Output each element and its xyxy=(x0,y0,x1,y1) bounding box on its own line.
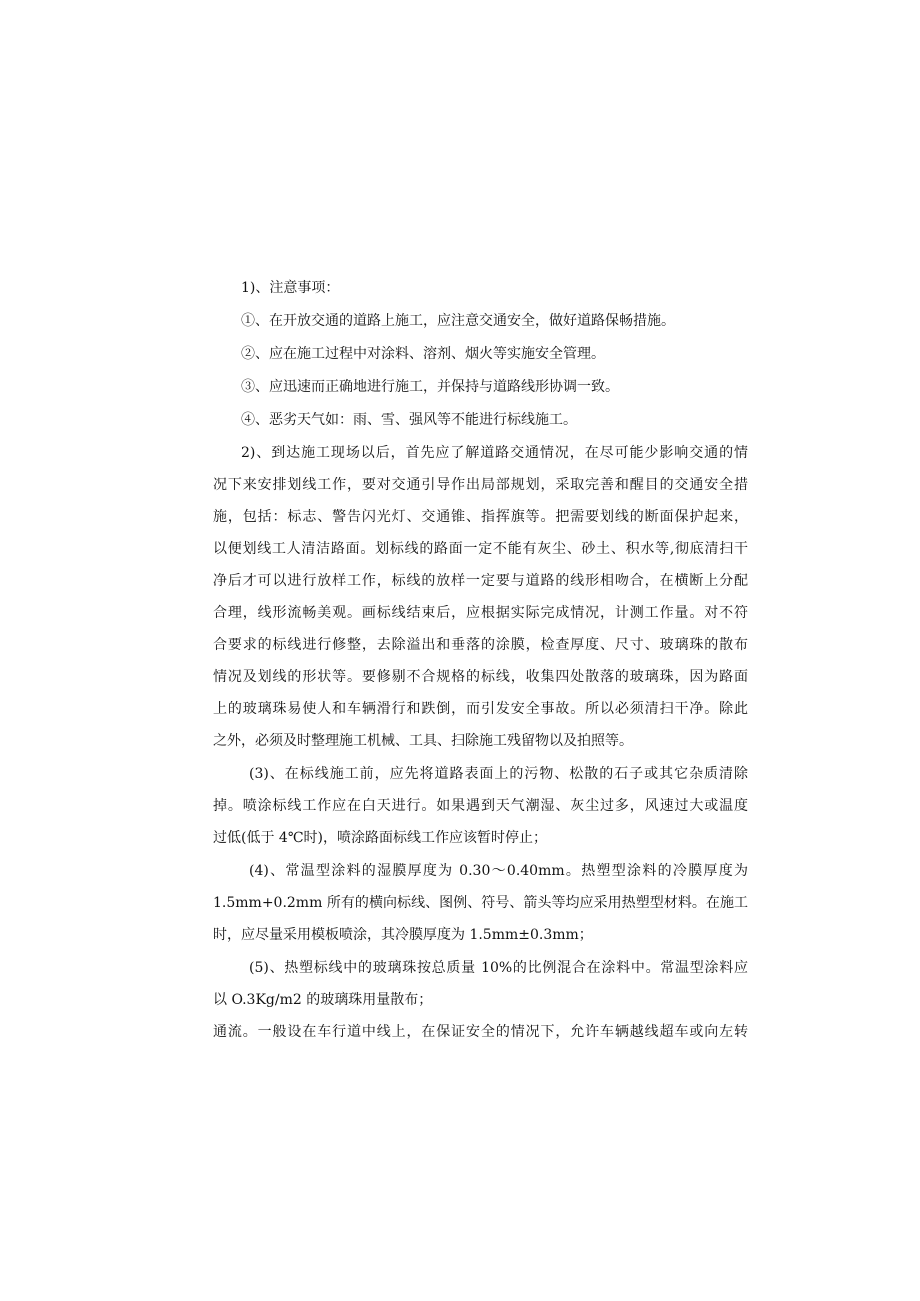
document-page xyxy=(213,278,748,1042)
para2-line-8: 情况及划线的形状等。要修剔不合规格的标线，收集四处散落的玻璃珠，因为路面 xyxy=(213,669,748,685)
note-item-1: ①、在开放交通的道路上施工，应注意交通安全，做好道路保畅措施。 xyxy=(241,313,675,329)
para2-line-9: 上的玻璃珠易使人和车辆滑行和跌倒，而引发安全事故。所以必须清扫干净。除此 xyxy=(213,701,748,717)
para2-line-10: 之外，必须及时整理施工机械、工具、扫除施工残留物以及拍照等。 xyxy=(213,733,633,749)
para2-line-4: 以便划线工人清洁路面。划标线的路面一定不能有灰尘、砂土、积水等,彻底清扫干 xyxy=(213,541,748,557)
para3-line-2: 掉。喷涂标线工作应在白天进行。如果遇到天气潮湿、灰尘过多，风速过大或温度 xyxy=(213,798,748,814)
para3-line-3: 过低(低于 4℃时)，喷涂路面标线工作应该暂时停止； xyxy=(213,830,547,846)
para2-line-7: 合要求的标线进行修整，去除溢出和垂落的涂膜，检查厚度、尺寸、玻璃珠的散布 xyxy=(213,637,748,653)
para2-line-2: 况下来安排划线工作，要对交通引导作出局部规划，采取完善和醒目的交通安全措 xyxy=(213,477,748,493)
note-item-3: ③、应迅速而正确地进行施工，并保持与道路线形协调一致。 xyxy=(241,379,619,395)
para4-line-1: (4)、常温型涂料的湿膜厚度为 0.30～0.40mm。热塑型涂料的冷膜厚度为 xyxy=(249,863,748,879)
para2-line-5: 净后才可以进行放样工作，标线的放样一定要与道路的线形相吻合，在横断上分配 xyxy=(213,573,748,589)
trailing-line: 通流。一般设在车行道中线上，在保证安全的情况下，允许车辆越线超车或向左转 xyxy=(213,1024,748,1040)
para2-line-1: 2)、到达施工现场以后，首先应了解道路交通情况，在尽可能少影响交通的情 xyxy=(241,445,748,461)
notes-heading: 1)、注意事项： xyxy=(241,280,340,296)
para2-line-6: 合理，线形流畅美观。画标线结束后，应根据实际完成情况，计测工作量。对不符 xyxy=(213,605,748,621)
note-item-4: ④、恶劣天气如：雨、雪、强风等不能进行标线施工。 xyxy=(241,412,577,428)
para4-line-3: 时，应尽量采用模板喷涂，其冷膜厚度为 1.5mm±0.3mm； xyxy=(213,927,593,943)
para2-line-3: 施，包括：标志、警告闪光灯、交通锥、指挥旗等。把需要划线的断面保护起来， xyxy=(213,509,748,525)
para3-line-1: (3)、在标线施工前，应先将道路表面上的污物、松散的石子或其它杂质清除 xyxy=(249,766,748,782)
para4-line-2: 1.5mm+0.2mm 所有的横向标线、图例、符号、箭头等均应采用热塑型材料。在施工 xyxy=(213,895,748,911)
para5-line-2: 以 O.3Kg∕m2 的玻璃珠用量散布； xyxy=(213,992,433,1008)
note-item-2: ②、应在施工过程中对涂料、溶剂、烟火等实施安全管理。 xyxy=(241,346,605,362)
para5-line-1: (5)、热塑标线中的玻璃珠按总质量 10%的比例混合在涂料中。常温型涂料应 xyxy=(249,960,748,976)
